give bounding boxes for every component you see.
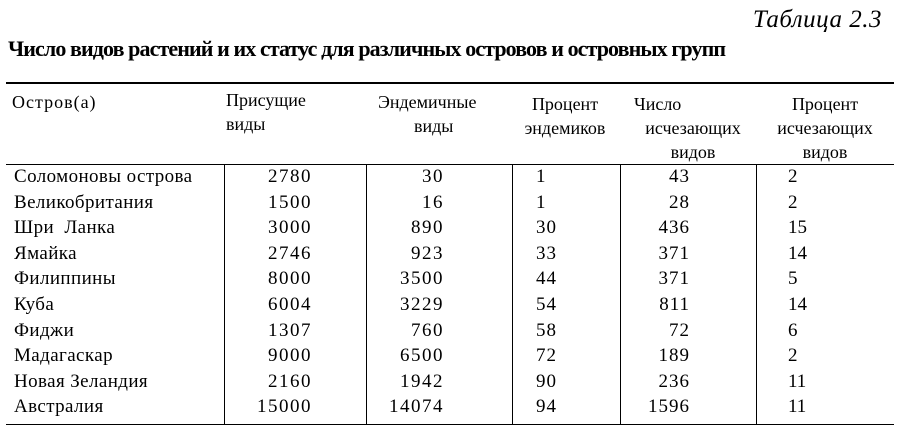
cell-endemic-percent: 44 xyxy=(536,268,557,290)
table-row xyxy=(0,190,900,216)
header-endangered-count-line-1: Число xyxy=(634,94,682,114)
cell-endemic: 14074 xyxy=(389,396,444,418)
header-native-line-1: Присущие xyxy=(226,90,306,110)
table-row xyxy=(0,343,900,369)
header-endangered-percent-line-2: исчезающих xyxy=(777,118,873,138)
table-body xyxy=(0,164,900,420)
cell-endemic-percent: 90 xyxy=(536,370,557,392)
table-row xyxy=(0,292,900,318)
cell-island: Куба xyxy=(14,293,55,315)
cell-native: 1307 xyxy=(268,319,312,341)
cell-endangered-percent: 2 xyxy=(788,191,798,213)
cell-endangered-percent: 2 xyxy=(788,166,798,187)
header-endemic-species xyxy=(378,90,476,138)
header-endangered-percent-line-3: видов xyxy=(802,142,848,162)
cell-endangered: 436 xyxy=(658,217,690,239)
table-row xyxy=(0,241,900,267)
header-island xyxy=(12,90,97,114)
cell-endangered: 43 xyxy=(669,166,690,187)
table-label: Таблица 2.3 xyxy=(752,6,882,33)
table-bottom-rule xyxy=(6,424,894,425)
cell-endemic: 923 xyxy=(411,242,444,264)
cell-endangered: 371 xyxy=(658,242,690,264)
header-endemic-percent xyxy=(512,92,618,140)
cell-island: Соломоновы острова xyxy=(14,166,193,187)
header-endangered-percent xyxy=(766,92,884,164)
cell-native: 3000 xyxy=(268,217,312,239)
header-endangered-count-line-2: исчезающих xyxy=(645,118,741,138)
cell-endemic-percent: 1 xyxy=(536,166,547,187)
header-endemic-line-2: виды xyxy=(414,116,454,136)
cell-endemic-percent: 58 xyxy=(536,319,557,341)
cell-island: Великобритания xyxy=(14,191,154,213)
cell-endangered-percent: 2 xyxy=(788,345,798,367)
cell-endemic-percent: 94 xyxy=(536,396,557,418)
table-row xyxy=(0,369,900,395)
cell-native: 1500 xyxy=(268,191,312,213)
table-top-rule xyxy=(6,82,894,84)
cell-endangered: 189 xyxy=(658,345,690,367)
header-native-line-2: виды xyxy=(226,114,266,134)
cell-endangered-percent: 15 xyxy=(788,217,807,239)
cell-island: Фиджи xyxy=(14,319,75,341)
cell-endangered-percent: 5 xyxy=(788,268,798,290)
cell-endemic: 890 xyxy=(411,217,444,239)
table-row xyxy=(0,266,900,292)
cell-endangered-percent: 11 xyxy=(788,370,807,392)
header-endemic-line-1: Эндемичные xyxy=(378,92,477,112)
cell-island: Новая Зеландия xyxy=(14,370,149,392)
cell-native: 6004 xyxy=(268,293,312,315)
cell-island: Австралия xyxy=(14,396,104,418)
cell-native: 9000 xyxy=(268,345,312,367)
cell-endemic: 3229 xyxy=(400,293,444,315)
cell-endangered-percent: 11 xyxy=(788,396,807,418)
cell-endangered: 371 xyxy=(658,268,690,290)
cell-island: Ямайка xyxy=(14,242,77,264)
table-row xyxy=(0,215,900,241)
cell-endemic: 760 xyxy=(411,319,444,341)
cell-endangered: 811 xyxy=(659,293,690,315)
cell-endemic-percent: 33 xyxy=(536,242,557,264)
header-endemic-percent-line-2: эндемиков xyxy=(524,118,606,138)
header-endangered-count-line-3: видов xyxy=(670,142,716,162)
cell-endangered-percent: 14 xyxy=(788,242,807,264)
cell-endemic-percent: 30 xyxy=(536,217,557,239)
cell-endemic: 6500 xyxy=(400,345,444,367)
table-row xyxy=(0,318,900,344)
cell-island: Филиппины xyxy=(14,268,116,290)
header-endemic-percent-line-1: Процент xyxy=(531,94,599,114)
cell-endangered: 72 xyxy=(669,319,690,341)
cell-endemic: 3500 xyxy=(400,268,444,290)
cell-endangered: 1596 xyxy=(648,396,690,418)
cell-native: 8000 xyxy=(268,268,312,290)
header-native-species xyxy=(226,88,306,136)
header-island-line: Остров(а) xyxy=(12,92,97,112)
table-title: Число видов растений и их статус для различных островов и островных групп xyxy=(8,36,726,61)
cell-endangered-percent: 6 xyxy=(788,319,798,341)
cell-endangered-percent: 14 xyxy=(788,293,807,315)
header-endangered-count xyxy=(628,92,758,164)
header-endangered-percent-line-1: Процент xyxy=(791,94,859,114)
cell-endemic-percent: 72 xyxy=(536,345,557,367)
cell-island: Шри Ланка xyxy=(14,217,116,239)
cell-endemic-percent: 1 xyxy=(536,191,547,213)
cell-native: 15000 xyxy=(257,396,312,418)
cell-endemic-percent: 54 xyxy=(536,293,557,315)
cell-endemic: 1942 xyxy=(400,370,444,392)
cell-endemic: 30 xyxy=(422,166,444,187)
cell-endangered: 28 xyxy=(669,191,690,213)
cell-endangered: 236 xyxy=(658,370,690,392)
cell-island: Мадагаскар xyxy=(14,345,113,367)
cell-endemic: 16 xyxy=(422,191,444,213)
table-row xyxy=(0,394,900,420)
cell-native: 2746 xyxy=(268,242,312,264)
cell-native: 2160 xyxy=(268,370,312,392)
cell-native: 2780 xyxy=(268,166,312,187)
table-row xyxy=(0,164,900,190)
